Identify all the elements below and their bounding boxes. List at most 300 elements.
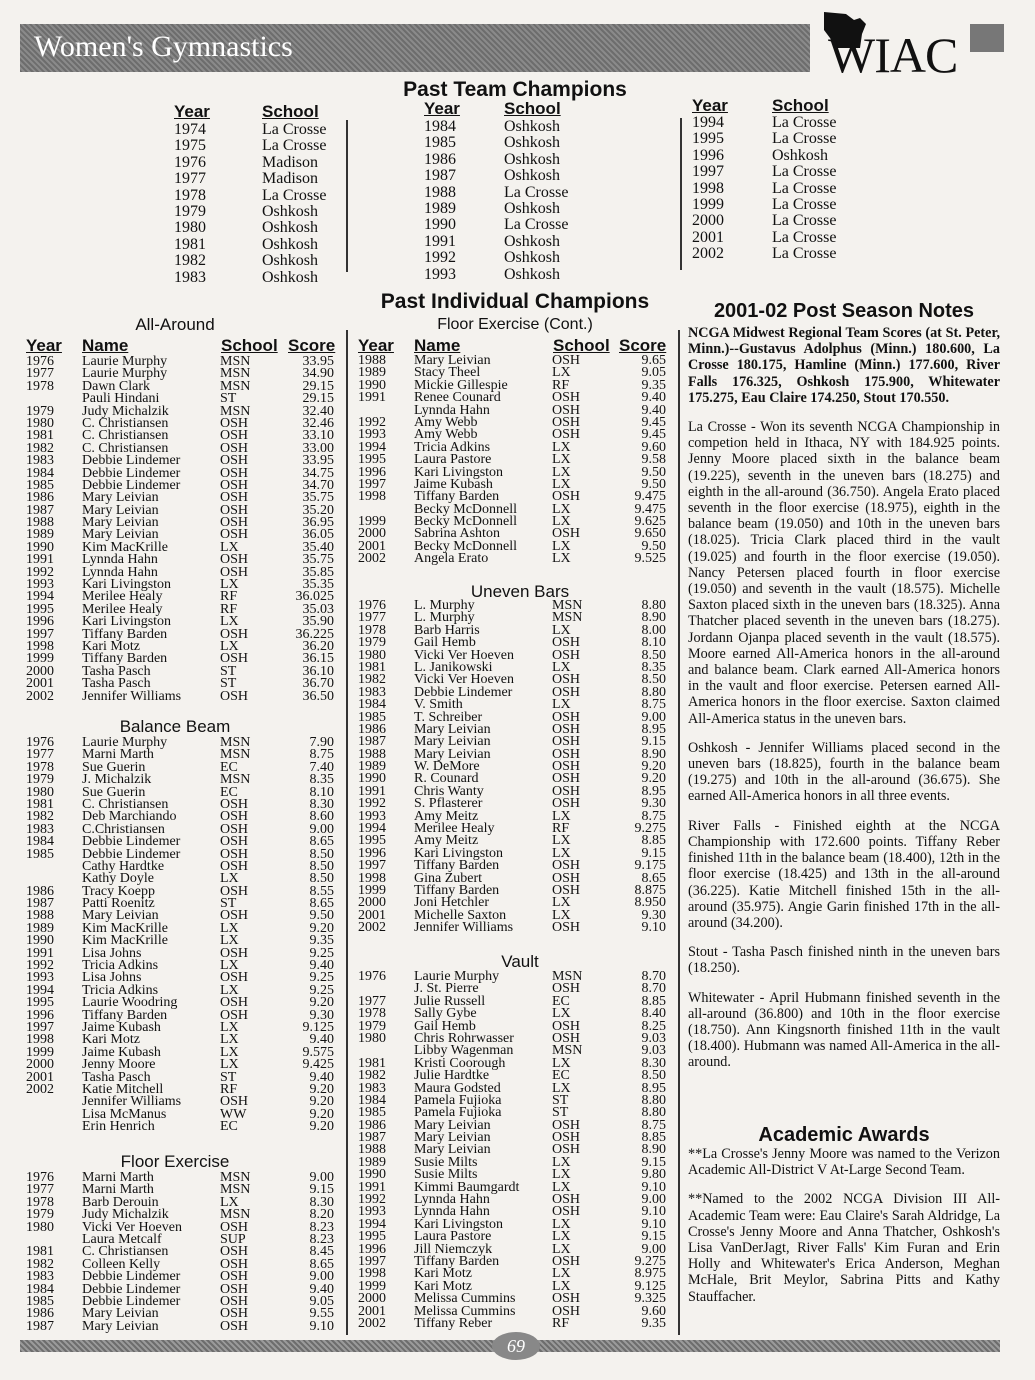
champion-row xyxy=(26,811,342,823)
champion-school: LX xyxy=(552,833,571,849)
champion-score: 9.00 xyxy=(641,1192,666,1208)
team-school: Oshkosh xyxy=(504,265,561,283)
champion-school: MSN xyxy=(220,1207,251,1223)
champion-name: Tiffany Reber xyxy=(414,1315,493,1331)
champion-school: OSH xyxy=(220,415,249,431)
champion-name: Kari Motz xyxy=(414,1266,472,1282)
champion-score: 9.65 xyxy=(641,353,666,368)
champion-year: 1982 xyxy=(358,1068,386,1084)
academic-awards xyxy=(688,1146,1000,1318)
champion-name: Tricia Adkins xyxy=(414,439,491,455)
team-school: La Crosse xyxy=(262,137,327,155)
champion-name: Laura Pastore xyxy=(414,1229,492,1245)
champion-row xyxy=(358,993,674,1009)
champion-school: OSH xyxy=(552,981,581,997)
champion-score: 9.15 xyxy=(641,1229,666,1245)
champion-score: 9.10 xyxy=(641,1179,666,1195)
champion-row xyxy=(26,663,342,679)
champion-year: 1992 xyxy=(358,796,386,812)
champion-year: 2002 xyxy=(26,1081,54,1097)
champion-score: 9.20 xyxy=(309,1106,334,1122)
champion-name: Maura Godsted xyxy=(414,1080,501,1096)
champion-row xyxy=(358,1030,674,1046)
champion-name: Mary Leivian xyxy=(82,527,159,543)
champion-row xyxy=(26,846,342,862)
champion-row xyxy=(358,355,674,367)
champion-year: 1976 xyxy=(26,735,54,750)
team-champion-row xyxy=(424,119,594,135)
champion-year: 1976 xyxy=(358,598,386,613)
champion-score: 8.75 xyxy=(641,697,666,713)
team-champion-row xyxy=(692,230,862,246)
champion-score: 9.80 xyxy=(641,1167,666,1183)
champion-school: ST xyxy=(220,676,237,692)
team-champions-col-2 xyxy=(424,119,594,283)
champion-name: Mary Leivian xyxy=(82,502,159,518)
champion-school: OSH xyxy=(552,759,581,775)
champion-year: 2000 xyxy=(358,1291,386,1307)
champion-row xyxy=(358,637,674,649)
champion-year: 1982 xyxy=(26,440,54,456)
champion-school: OSH xyxy=(220,465,249,481)
champion-name: Marni Marth xyxy=(82,1182,154,1198)
champion-name: R. Counard xyxy=(414,771,479,787)
champion-name: Mary Leivian xyxy=(414,734,491,750)
champion-score: 8.75 xyxy=(641,1117,666,1133)
champion-school: LX xyxy=(552,1154,571,1170)
divider xyxy=(346,120,348,272)
champion-school: OSH xyxy=(220,564,249,580)
team-champions-col-3 xyxy=(692,115,862,263)
champion-row xyxy=(358,1268,674,1280)
champion-score: 8.35 xyxy=(309,772,334,788)
champion-school: OSH xyxy=(552,390,581,406)
champion-score: 9.10 xyxy=(641,920,666,936)
champion-name: Kim MacKrille xyxy=(82,920,168,936)
champion-name: Mary Leivian xyxy=(414,721,491,737)
champion-row xyxy=(358,659,674,675)
champion-score: 8.20 xyxy=(309,1207,334,1223)
champion-year: 1979 xyxy=(26,772,54,788)
champion-row xyxy=(26,564,342,580)
champion-row xyxy=(26,749,342,761)
champion-row xyxy=(358,1117,674,1133)
champion-year: 1992 xyxy=(358,1192,386,1208)
champion-school: LX xyxy=(220,614,239,630)
champion-name: Tricia Adkins xyxy=(82,982,159,998)
champion-row xyxy=(26,1172,342,1184)
champion-name: Mary Leivian xyxy=(414,1117,491,1133)
champion-name: Melissa Cummins xyxy=(414,1303,516,1319)
champion-school: LX xyxy=(552,845,571,861)
champion-row xyxy=(26,1069,342,1085)
champion-school: OSH xyxy=(220,527,249,543)
champion-row xyxy=(26,601,342,617)
champion-row xyxy=(26,836,342,848)
champion-row xyxy=(358,835,674,847)
champion-year: 1979 xyxy=(358,1018,386,1034)
champion-row xyxy=(358,907,674,923)
champion-school: OSH xyxy=(220,834,249,850)
champion-row xyxy=(358,721,674,737)
champion-school: OSH xyxy=(552,672,581,688)
champion-year: 1990 xyxy=(358,771,386,787)
champion-school: ST xyxy=(220,1069,237,1085)
champion-name: Debbie Lindemer xyxy=(82,465,181,481)
champion-score: 9.10 xyxy=(641,1216,666,1232)
champion-name: Kim MacKrille xyxy=(82,539,168,555)
champion-name: Becky McDonnell xyxy=(414,501,518,517)
champion-score: 9.50 xyxy=(309,908,334,924)
champion-school: OSH xyxy=(220,651,249,667)
champion-school: OSH xyxy=(552,684,581,700)
champion-name: Libby Wagenman xyxy=(414,1043,514,1059)
champion-row xyxy=(358,622,674,638)
champion-score: 8.65 xyxy=(641,870,666,886)
champion-name: Kim MacKrille xyxy=(82,933,168,949)
champion-score: 33.95 xyxy=(302,354,334,369)
individual-champions-title: Past Individual Champions xyxy=(380,290,650,313)
team-champion-row xyxy=(174,220,344,236)
champion-year: 2000 xyxy=(26,1057,54,1073)
champion-score: 35.03 xyxy=(302,601,334,617)
champion-name: Sue Guerin xyxy=(82,784,146,800)
champion-year: 1977 xyxy=(26,1182,54,1198)
champion-row xyxy=(358,798,674,810)
champion-year: 1993 xyxy=(26,970,54,986)
champion-year: 1984 xyxy=(26,834,54,850)
team-champion-row xyxy=(424,152,594,168)
fec-name-header: Name xyxy=(414,336,461,355)
champion-row xyxy=(358,1253,674,1269)
team-school: La Crosse xyxy=(772,114,837,131)
champion-name: Tiffany Barden xyxy=(82,626,168,642)
team-champion-row xyxy=(174,253,344,269)
champion-score: 9.40 xyxy=(309,1069,334,1085)
champion-score: 9.625 xyxy=(634,514,666,530)
champion-row xyxy=(358,1154,674,1170)
champion-row xyxy=(358,367,674,379)
champion-row xyxy=(358,1194,674,1206)
team-year: 1994 xyxy=(692,114,724,131)
champion-year: 1998 xyxy=(358,489,386,505)
champion-score: 8.50 xyxy=(641,1068,666,1084)
champion-row xyxy=(26,1219,342,1235)
team-champion-row xyxy=(174,188,344,204)
champion-score: 32.40 xyxy=(302,403,334,419)
balance-beam-table xyxy=(26,737,342,1134)
champion-score: 34.70 xyxy=(302,477,334,493)
champion-score: 9.650 xyxy=(634,526,666,542)
champion-row xyxy=(358,746,674,762)
champion-year: 1996 xyxy=(358,845,386,861)
team-champion-row xyxy=(424,135,594,151)
champion-row xyxy=(358,1008,674,1020)
champion-school: OSH xyxy=(220,945,249,961)
team-school-header-1: School xyxy=(262,102,319,121)
divider xyxy=(346,330,348,1335)
note-la-crosse: La Crosse - Won its seventh NCGA Championship in competion held in Ithaca, NY with 184.925 points. Jenny Moore placed sixth in the balance beam (19.225), seventh in the uneven bars (18.275) and eighth in the all-around (36.750). Angela Erato placed seventh in the floor exercise (18.975), eighth in the balance beam (19.050) and 10th in the uneven bars (18.025). Tricia Clark placed third in the vault (19.025) and fourth in the floor exercise (19.050). Nancy Petersen placed fourth in floor exercise (19.050) and seventh in the vault (18.575). Michelle Saxton placed sixth in the uneven bars (18.325). Anna Thatcher placed seventh in the uneven bars (18.275). Jordann Ojanpa placed seventh in the vault (18.575). Moore earned All-America honors in the all-around and balance beam. Clark earned All-America honors in the vault and floor exercise. Petersen earned All-America honors in the floor exercise. Saxton claimed All-America status in the uneven bars. xyxy=(688,419,1000,727)
champion-name: Laurie Woodring xyxy=(82,995,178,1011)
champion-school: LX xyxy=(552,697,571,713)
team-school: Oshkosh xyxy=(504,134,561,152)
champion-school: LX xyxy=(552,439,571,455)
champion-score: 9.10 xyxy=(641,1204,666,1220)
champion-year: 1978 xyxy=(26,759,54,775)
champion-score: 8.40 xyxy=(641,1006,666,1022)
logo-text: WIAC xyxy=(828,27,958,83)
page-title: Women's Gymnastics xyxy=(34,30,293,63)
champion-year: 1990 xyxy=(358,377,386,393)
champion-year: 1986 xyxy=(26,490,54,506)
fec-year-header: Year xyxy=(358,336,394,355)
champion-year: 2001 xyxy=(358,538,386,554)
champion-score: 36.10 xyxy=(302,663,334,679)
champion-score: 8.25 xyxy=(641,1018,666,1034)
champion-school: LX xyxy=(552,907,571,923)
champion-score: 35.85 xyxy=(302,564,334,580)
champion-score: 9.20 xyxy=(309,1094,334,1110)
champion-name: Susie Milts xyxy=(414,1167,478,1183)
champion-school: LX xyxy=(552,1278,571,1294)
champion-school: MSN xyxy=(220,772,251,788)
champion-name: Renee Counard xyxy=(414,390,501,406)
champion-year: 1976 xyxy=(358,969,386,984)
champion-school: OSH xyxy=(552,647,581,663)
champion-name: Tricia Adkins xyxy=(82,958,159,974)
champion-row xyxy=(26,430,342,442)
champion-school: OSH xyxy=(552,858,581,874)
champion-score: 29.15 xyxy=(302,391,334,407)
champion-score: 8.90 xyxy=(641,746,666,762)
champion-row xyxy=(358,897,674,909)
champion-school: OSH xyxy=(220,477,249,493)
champion-year: 1980 xyxy=(26,415,54,431)
champion-row xyxy=(26,737,342,749)
team-champion-row xyxy=(424,217,594,233)
champion-row xyxy=(26,1231,342,1247)
champion-year: 1988 xyxy=(26,515,54,531)
champion-year: 1995 xyxy=(358,1229,386,1245)
champion-name: Tasha Pasch xyxy=(82,1069,151,1085)
champion-school: OSH xyxy=(552,1291,581,1307)
team-champion-row xyxy=(424,234,594,250)
balance-beam-title: Balance Beam xyxy=(119,717,231,736)
champion-name: Kari Livingston xyxy=(82,577,172,593)
champion-score: 9.20 xyxy=(309,995,334,1011)
logo-block xyxy=(970,24,1004,52)
champion-year: 1982 xyxy=(26,1256,54,1272)
champion-school: OSH xyxy=(220,1007,249,1023)
champion-name: Kari Livingston xyxy=(414,464,504,480)
champion-row xyxy=(26,529,342,541)
champion-year: 1996 xyxy=(26,614,54,630)
champion-score: 8.80 xyxy=(641,1105,666,1121)
champion-school: OSH xyxy=(220,440,249,456)
champion-school: MSN xyxy=(220,1182,251,1198)
champion-score: 9.25 xyxy=(309,970,334,986)
champion-year: 1987 xyxy=(358,1130,386,1146)
champion-name: S. Pflasterer xyxy=(414,796,483,812)
champion-year: 1985 xyxy=(26,477,54,493)
champion-school: RF xyxy=(552,377,570,393)
champion-name: Merilee Healy xyxy=(82,589,163,605)
champion-school: LX xyxy=(552,895,571,911)
champion-year: 1985 xyxy=(358,709,386,725)
team-year: 1990 xyxy=(424,216,456,234)
champion-year: 2000 xyxy=(26,663,54,679)
champion-year: 1994 xyxy=(26,589,54,605)
champion-name: Susie Milts xyxy=(414,1154,478,1170)
champion-school: LX xyxy=(552,452,571,468)
champion-year: 1978 xyxy=(358,622,386,638)
champion-school: ST xyxy=(552,1105,569,1121)
champion-year: 1995 xyxy=(26,601,54,617)
champion-row xyxy=(358,971,674,983)
champion-year: 1986 xyxy=(358,721,386,737)
champion-score: 8.30 xyxy=(309,796,334,812)
team-year: 1995 xyxy=(692,130,724,148)
champion-school: OSH xyxy=(220,502,249,518)
champion-row xyxy=(26,502,342,518)
champion-row xyxy=(26,1007,342,1023)
champion-name: C. Christiansen xyxy=(82,440,169,456)
champion-row xyxy=(358,553,674,565)
champion-school: OSH xyxy=(552,526,581,542)
team-school: La Crosse xyxy=(262,121,327,138)
champion-year: 1987 xyxy=(358,734,386,750)
team-school: La Crosse xyxy=(504,183,569,201)
champion-name: Merilee Healy xyxy=(82,601,163,617)
champion-name: Jennifer Williams xyxy=(82,688,182,704)
champion-score: 9.00 xyxy=(641,1241,666,1257)
team-school: Oshkosh xyxy=(504,249,561,267)
champion-name: Debbie Lindemer xyxy=(82,846,181,862)
champion-row xyxy=(358,1092,674,1108)
champion-name: Jenny Moore xyxy=(82,1057,156,1073)
champion-school: LX xyxy=(220,1019,239,1035)
champion-score: 8.75 xyxy=(309,747,334,763)
champion-year: 1989 xyxy=(358,1154,386,1170)
champion-school: LX xyxy=(220,539,239,555)
champion-name: Sue Guerin xyxy=(82,759,146,775)
champion-year: 1997 xyxy=(26,1019,54,1035)
vault-title: Vault xyxy=(501,952,539,971)
champion-score: 8.50 xyxy=(641,647,666,663)
champion-name: Debbie Lindemer xyxy=(82,453,181,469)
team-school: La Crosse xyxy=(772,195,837,213)
champion-school: ST xyxy=(220,391,237,407)
team-champions-title: Past Team Champions xyxy=(403,78,627,101)
champion-score: 35.90 xyxy=(302,614,334,630)
champion-score: 9.55 xyxy=(309,1306,334,1322)
champion-school: LX xyxy=(552,622,571,638)
champion-row xyxy=(26,898,342,910)
champion-name: Laura Pastore xyxy=(414,452,492,468)
champion-row xyxy=(26,403,342,419)
champion-school: LX xyxy=(220,1194,239,1210)
champion-year: 2002 xyxy=(358,920,386,936)
champion-score: 8.23 xyxy=(309,1219,334,1235)
champion-name: Laura Metcalf xyxy=(82,1231,162,1247)
champion-name: Stacy Theel xyxy=(414,365,481,381)
team-year: 1997 xyxy=(692,163,724,181)
champion-row xyxy=(358,1018,674,1034)
champion-name: Gail Hemb xyxy=(414,635,476,651)
champion-name: Jennifer Williams xyxy=(414,920,514,936)
champion-school: OSH xyxy=(220,1281,249,1297)
champion-year: 1977 xyxy=(358,993,386,1009)
champion-row xyxy=(358,736,674,748)
champion-year: 2001 xyxy=(26,1069,54,1085)
team-school: Oshkosh xyxy=(262,202,319,220)
champion-name: V. Smith xyxy=(414,697,463,713)
champion-score: 8.65 xyxy=(309,834,334,850)
champion-row xyxy=(26,774,342,786)
team-year-header-1: Year xyxy=(174,102,210,121)
champion-school: RF xyxy=(220,1081,238,1097)
champion-school: LX xyxy=(552,501,571,517)
champion-row xyxy=(358,1055,674,1071)
champion-school: LX xyxy=(220,1044,239,1060)
champion-year: 1991 xyxy=(26,552,54,568)
champion-year: 1999 xyxy=(26,651,54,667)
champion-row xyxy=(358,823,674,835)
champion-school: LX xyxy=(220,577,239,593)
champion-name: Kimmi Baumgardt xyxy=(414,1179,520,1195)
champion-row xyxy=(26,883,342,899)
fec-school-header: School xyxy=(553,336,610,355)
champion-row xyxy=(358,860,674,872)
champion-school: WW xyxy=(220,1106,247,1122)
champion-name: Sally Gybe xyxy=(414,1006,477,1022)
champion-name: C. Christiansen xyxy=(82,1244,169,1260)
champion-score: 9.15 xyxy=(641,1154,666,1170)
champion-name: Kari Motz xyxy=(82,1032,140,1048)
champion-score: 36.225 xyxy=(295,626,334,642)
team-champion-row xyxy=(174,155,344,171)
champion-row xyxy=(358,1293,674,1305)
champion-name: Laurie Murphy xyxy=(82,735,168,750)
team-year-header-2: Year xyxy=(424,99,460,118)
champion-score: 9.275 xyxy=(634,1253,666,1269)
champion-name: Jaime Kubash xyxy=(82,1019,161,1035)
champion-score: 8.10 xyxy=(641,635,666,651)
champion-score: 36.70 xyxy=(302,676,334,692)
champion-name: Barb Harris xyxy=(414,622,480,638)
champion-name: Kari Motz xyxy=(82,638,140,654)
champion-year: 1986 xyxy=(26,883,54,899)
team-champion-row xyxy=(692,181,862,197)
champion-row xyxy=(358,464,674,480)
uneven-bars-table xyxy=(358,600,674,935)
team-school: La Crosse xyxy=(772,130,837,148)
champion-score: 9.50 xyxy=(641,464,666,480)
team-champion-row xyxy=(692,164,862,180)
champion-score: 9.00 xyxy=(309,1269,334,1285)
champion-score: 8.975 xyxy=(634,1266,666,1282)
champion-row xyxy=(26,415,342,431)
champion-name: Julie Russell xyxy=(414,993,486,1009)
champion-name: Lisa Johns xyxy=(82,945,142,961)
champion-row xyxy=(26,591,342,603)
champion-row xyxy=(358,845,674,861)
champion-year: 1984 xyxy=(26,1281,54,1297)
champion-name: Dawn Clark xyxy=(82,378,151,394)
champion-school: OSH xyxy=(220,883,249,899)
champion-row xyxy=(358,439,674,455)
champion-year: 1978 xyxy=(26,378,54,394)
